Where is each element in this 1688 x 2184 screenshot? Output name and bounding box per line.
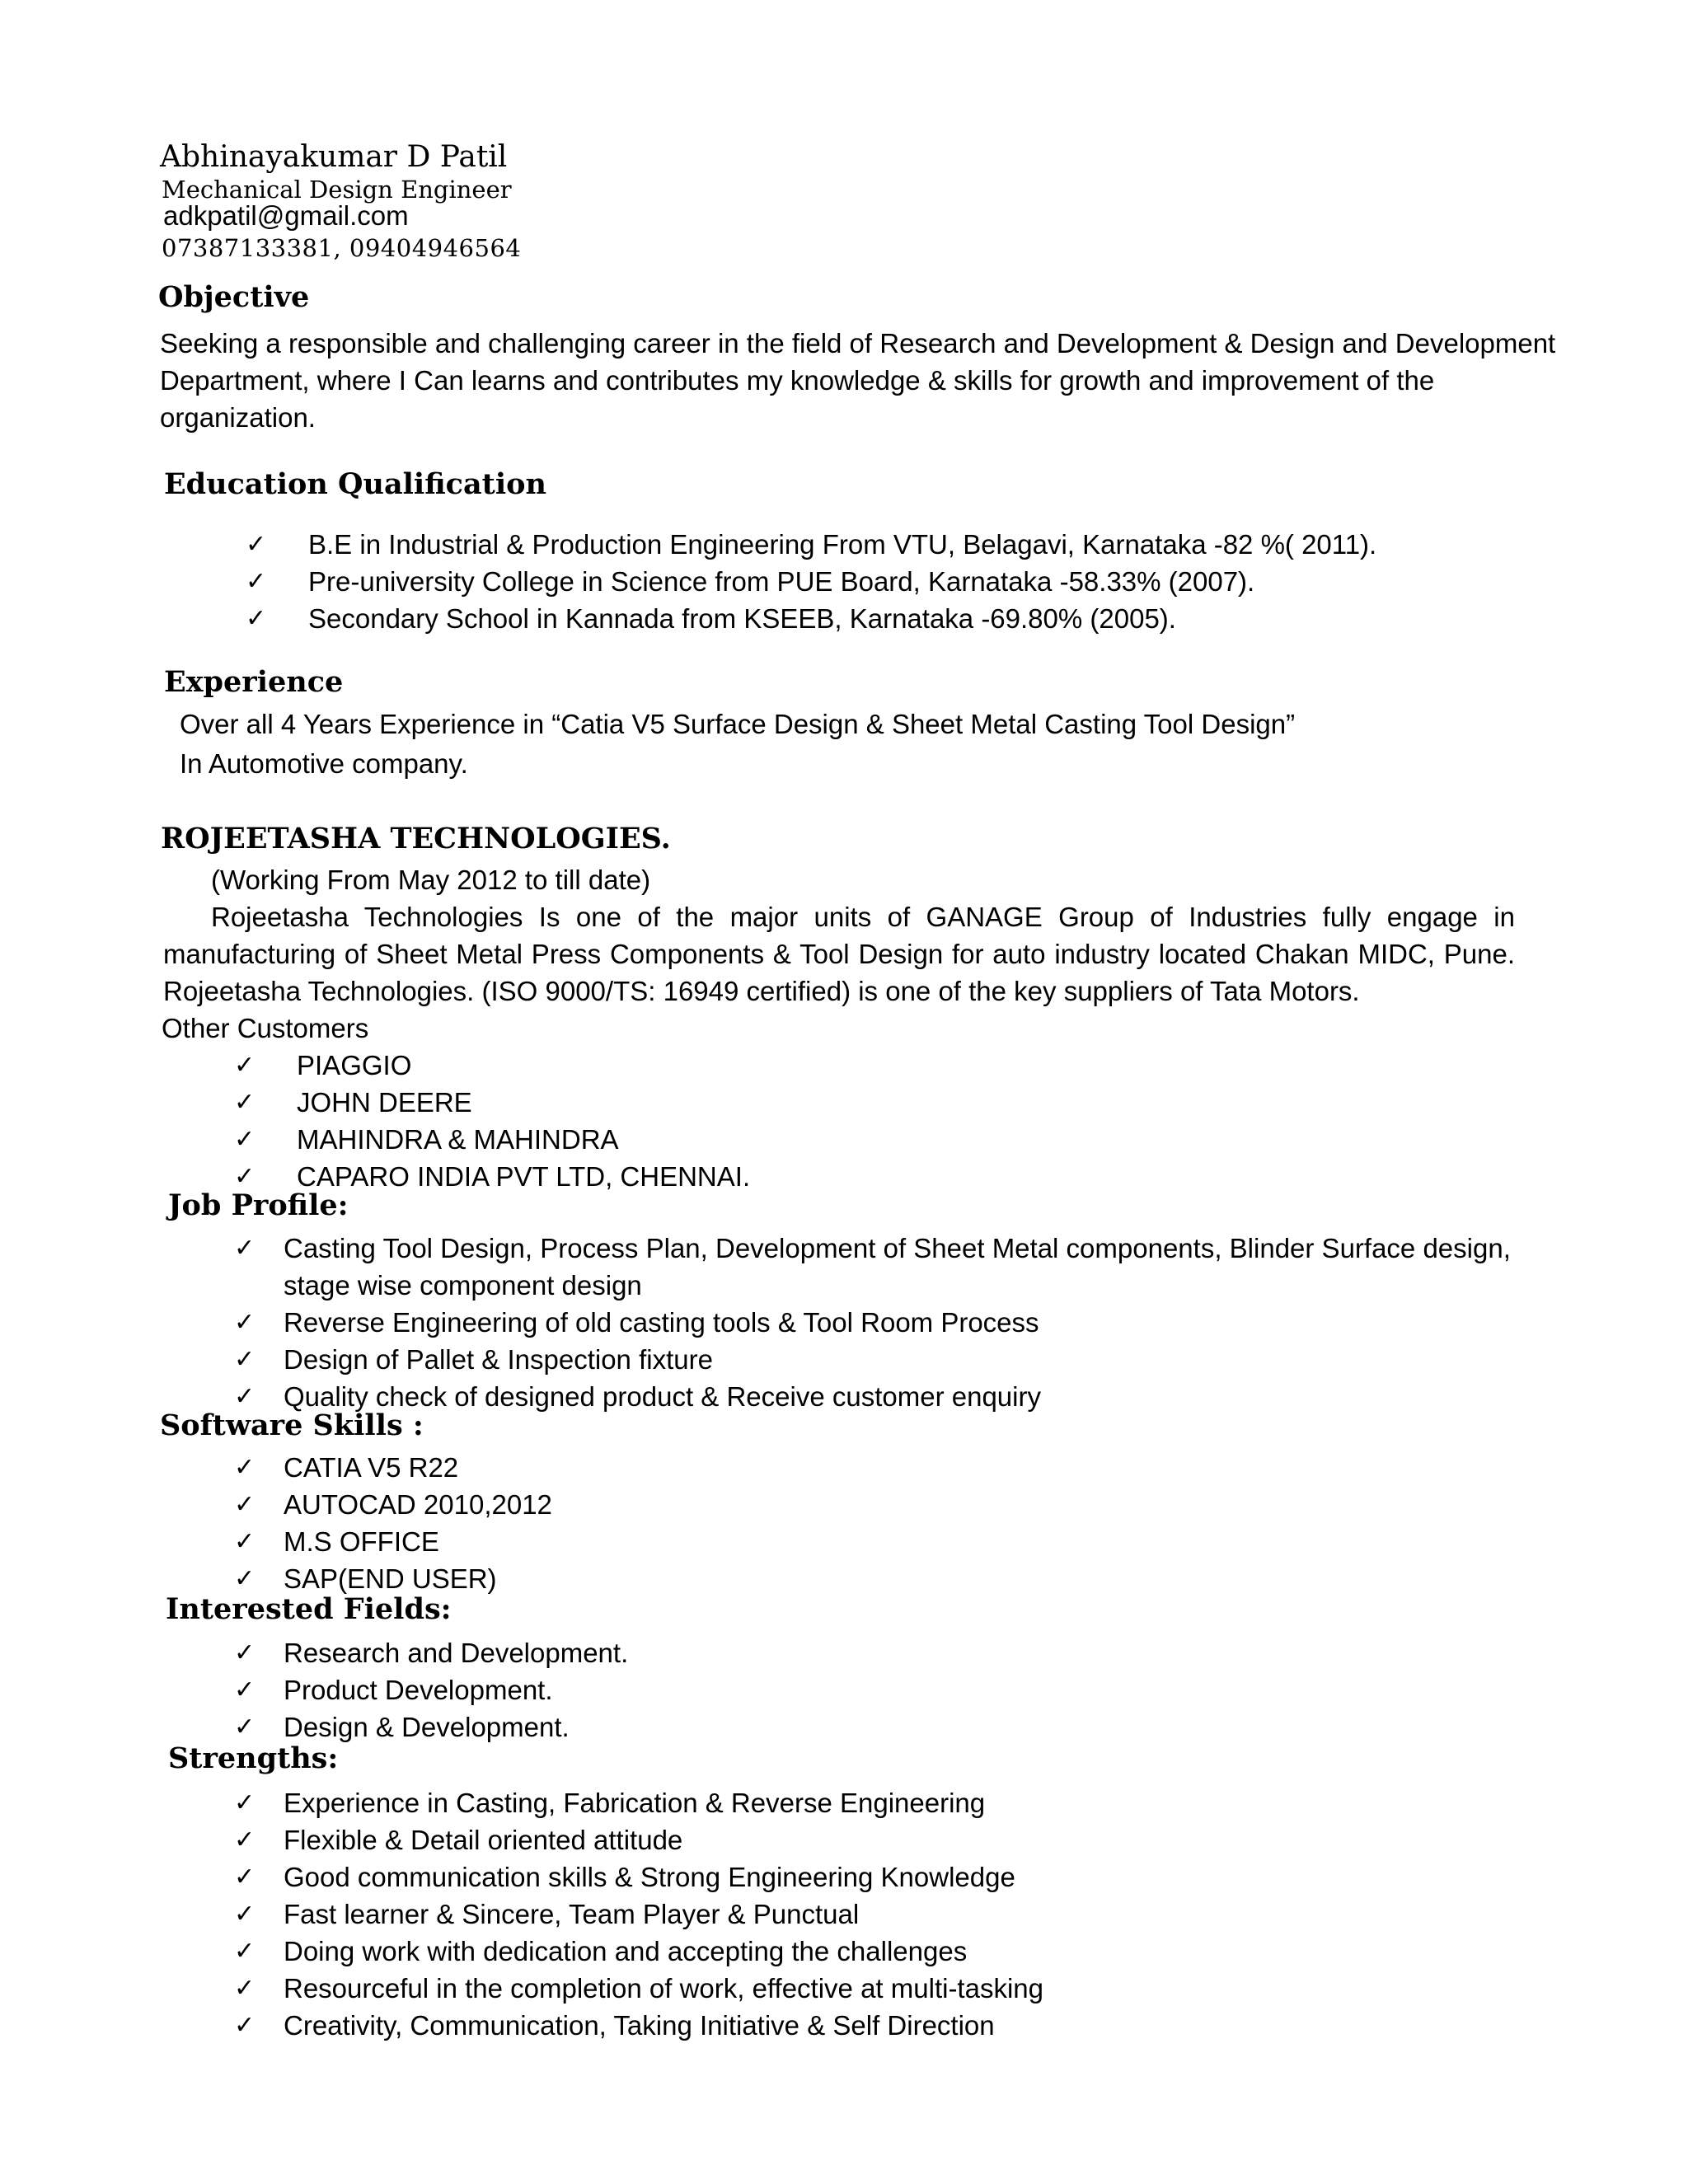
- list-item: ✓ Design of Pallet & Inspection fixture: [284, 1341, 1536, 1378]
- list-item: ✓ Quality check of designed product & Receive customer enquiry: [284, 1378, 1536, 1415]
- checkmark-icon: ✓: [234, 1825, 256, 1854]
- list-item: ✓ Pre-university College in Science from PUE Board, Karnataka -58.33% (2007).: [308, 563, 1376, 600]
- list-item: ✓ Reverse Engineering of old casting tools & Tool Room Process: [284, 1304, 1536, 1341]
- strengths-list: [234, 1784, 1043, 2044]
- list-item: ✓ Resourceful in the completion of work, effective at multi-tasking: [284, 1970, 1043, 2007]
- checkmark-icon: ✓: [234, 1527, 256, 1556]
- candidate-email: adkpatil@gmail.com: [163, 200, 409, 231]
- checkmark-icon: ✓: [234, 2011, 256, 2040]
- list-item: ✓ B.E in Industrial & Production Engineering From VTU, Belagavi, Karnataka -82 %( 2011).: [308, 526, 1376, 563]
- list-item: ✓ SAP(END USER): [284, 1560, 552, 1597]
- customers-label: Other Customers: [162, 1013, 369, 1043]
- company-description: Rojeetasha Technologies Is one of the major units of GANAGE Group of Industries fully engage in manufacturing of Sheet Metal Press Components & Tool Design for auto industry located Chakan MIDC, Pune. Rojeetasha Technologies. (ISO 9000/TS: 16949 certified) is one of the key suppliers of Tata Motors.: [163, 902, 1515, 1006]
- list-item: ✓ Casting Tool Design, Process Plan, Development of Sheet Metal components, Blinder Surface design, stage wise component design: [284, 1230, 1536, 1304]
- list-item: ✓ Research and Development.: [284, 1634, 628, 1671]
- checkmark-icon: ✓: [234, 1937, 256, 1966]
- checkmark-icon: ✓: [234, 1974, 256, 2003]
- company-name: ROJEETASHA TECHNOLOGIES.: [161, 822, 671, 855]
- objective-text: Seeking a responsible and challenging career in the field of Research and Development & Design and Development Department, where I Can learns and contributes my knowledge & skills for growth and improvement of the organization.: [160, 328, 1556, 433]
- checkmark-icon: ✓: [234, 1345, 256, 1374]
- education-heading: Education Qualification: [164, 467, 546, 501]
- list-item: ✓ Design & Development.: [284, 1708, 628, 1746]
- checkmark-icon: ✓: [234, 1453, 256, 1482]
- candidate-title: Mechanical Design Engineer: [162, 176, 512, 204]
- list-item: ✓ Good communication skills & Strong Engineering Knowledge: [284, 1858, 1043, 1896]
- software-skills-list: [234, 1449, 552, 1597]
- list-item: ✓ PIAGGIO: [297, 1047, 750, 1084]
- job-profile-heading: Job Profile:: [168, 1188, 349, 1222]
- interested-fields-list: [234, 1634, 629, 1746]
- checkmark-icon: ✓: [234, 1900, 256, 1929]
- checkmark-icon: ✓: [234, 1162, 256, 1191]
- checkmark-icon: ✓: [234, 1863, 256, 1891]
- list-item: ✓ MAHINDRA & MAHINDRA: [297, 1121, 750, 1158]
- checkmark-icon: ✓: [234, 1638, 256, 1667]
- list-item: ✓ Experience in Casting, Fabrication & Reverse Engineering: [284, 1784, 1043, 1821]
- list-item: ✓ Creativity, Communication, Taking Initiative & Self Direction: [284, 2007, 1043, 2044]
- job-profile-list: [234, 1230, 1536, 1415]
- software-skills-heading: Software Skills :: [160, 1408, 424, 1442]
- education-list: [246, 526, 1377, 637]
- checkmark-icon: ✓: [246, 604, 267, 633]
- checkmark-icon: ✓: [246, 530, 267, 559]
- list-item: ✓ Fast learner & Sincere, Team Player & Punctual: [284, 1896, 1043, 1933]
- list-item: ✓ Flexible & Detail oriented attitude: [284, 1821, 1043, 1858]
- checkmark-icon: ✓: [234, 1088, 256, 1117]
- experience-heading: Experience: [164, 665, 344, 699]
- list-item: ✓ M.S OFFICE: [284, 1523, 552, 1560]
- checkmark-icon: ✓: [234, 1564, 256, 1593]
- list-item: ✓ JOHN DEERE: [297, 1084, 750, 1121]
- checkmark-icon: ✓: [246, 567, 267, 596]
- list-item: ✓ CATIA V5 R22: [284, 1449, 552, 1486]
- experience-line-1: Over all 4 Years Experience in “Catia V5 Surface Design & Sheet Metal Casting Tool Design”: [180, 709, 1296, 739]
- experience-line-2: In Automotive company.: [180, 748, 468, 779]
- strengths-heading: Strengths:: [168, 1741, 339, 1775]
- checkmark-icon: ✓: [234, 1788, 256, 1817]
- company-period: (Working From May 2012 to till date): [211, 865, 651, 895]
- list-item: ✓ CAPARO INDIA PVT LTD, CHENNAI.: [297, 1158, 750, 1195]
- checkmark-icon: ✓: [234, 1125, 256, 1154]
- checkmark-icon: ✓: [234, 1051, 256, 1080]
- candidate-name: Abhinayakumar D Patil: [160, 140, 508, 174]
- list-item: ✓ Product Development.: [284, 1671, 628, 1708]
- interested-fields-heading: Interested Fields:: [166, 1592, 452, 1626]
- checkmark-icon: ✓: [234, 1713, 256, 1741]
- checkmark-icon: ✓: [234, 1234, 256, 1263]
- customers-list: [234, 1047, 751, 1195]
- checkmark-icon: ✓: [234, 1382, 256, 1411]
- list-item: ✓ Secondary School in Kannada from KSEEB, Karnataka -69.80% (2005).: [308, 600, 1376, 637]
- list-item: ✓ Doing work with dedication and accepting the challenges: [284, 1933, 1043, 1970]
- checkmark-icon: ✓: [234, 1675, 256, 1704]
- objective-heading: Objective: [158, 280, 310, 314]
- checkmark-icon: ✓: [234, 1308, 256, 1337]
- checkmark-icon: ✓: [234, 1490, 256, 1519]
- list-item: ✓ AUTOCAD 2010,2012: [284, 1486, 552, 1523]
- candidate-phone: 07387133381, 09404946564: [162, 234, 522, 262]
